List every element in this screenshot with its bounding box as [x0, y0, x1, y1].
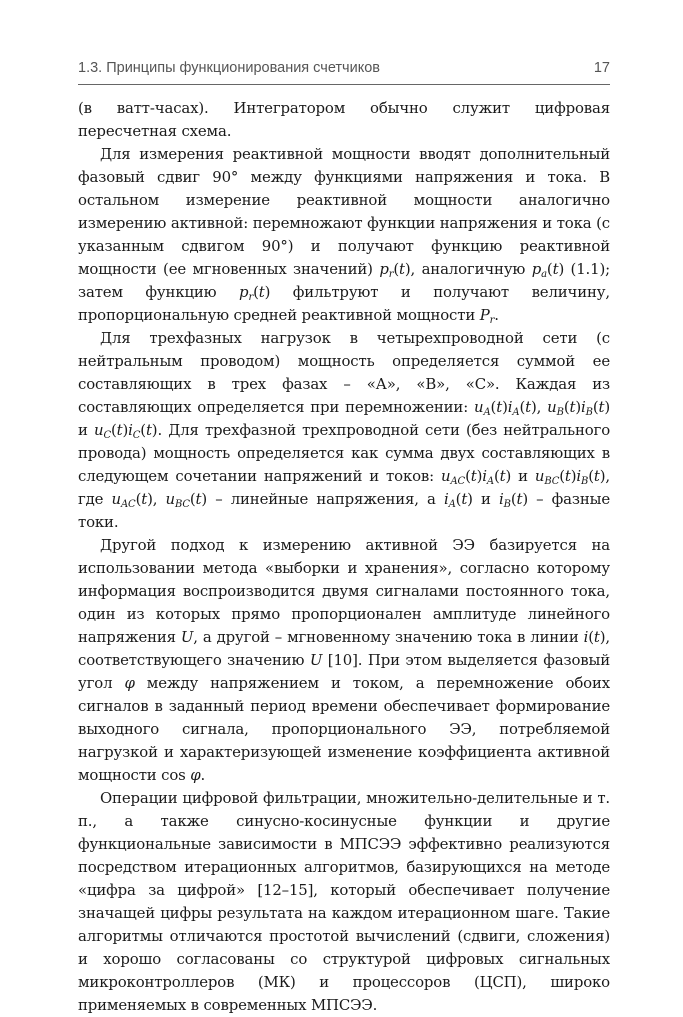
page-number: 17: [593, 60, 610, 76]
header-rule: [78, 84, 610, 85]
math-subscript: r: [388, 269, 394, 280]
paragraph: Для измерения реактивной мощности вводят дополнительный фазовый сдвиг 90° между функциями напряжения и тока. В остальном измерение реактивной мощности аналогично измерению активной: перемножают функции напряжения и тока (с указанным сдвигом 90°) и получают функцию реактивной мощности (ее мгновенных значений) $p_r(t)$, аналогичную $p_a(t)$ (1.1); затем функцию $p_r(t)$ фильтруют и получают величину, пропорциональную средней реактивной мощности $P_r$.: [78, 145, 610, 326]
math-symbol: i: [581, 398, 586, 416]
math-symbol: u: [441, 467, 451, 485]
math-symbol: p: [531, 260, 542, 278]
math-symbol: u: [534, 467, 545, 485]
math-symbol: t: [593, 467, 600, 485]
math-symbol: u: [111, 490, 121, 508]
math-symbol: p: [379, 260, 389, 278]
math-symbol: t: [141, 490, 148, 508]
math-symbol: t: [496, 398, 503, 416]
math-symbol: t: [569, 398, 576, 416]
math-symbol: t: [470, 467, 477, 485]
math-subscript: BC: [544, 476, 560, 487]
math-subscript: A: [483, 407, 491, 418]
paragraph: Для трехфазных нагрузок в четырехпроводной сети (с нейтральным проводом) мощность определяется суммой ее составляющих в трех фазах – «А», «В», «С». Каждая из составляющих определяется при перемножении: $u_A(t)i_A(t)$, $u_B(t)i_B(t)$ и $u_C(t)i_C(t)$. Для трехфазной трехпроводной сети (без нейтрального провода) мощность определяется как сумма двух составляющих в следующем сочетании напряжений и токов: $u_{AC}(t)i_A(t)$ и $u_{BC}(t)i_B(t)$, где $u_{AC}(t)$, $u_{BC}(t)$ – линейные напряжения, а $i_A(t)$ и $i_B(t)$ – фазные токи.: [78, 329, 611, 531]
math-symbol: u: [165, 490, 175, 508]
running-header: [78, 60, 610, 82]
math-symbol: u: [547, 398, 557, 416]
math-subscript: C: [132, 430, 141, 441]
math-symbol: t: [598, 398, 605, 416]
math-subscript: B: [503, 499, 511, 510]
math-symbol: i: [443, 490, 449, 508]
math-symbol: t: [593, 628, 600, 646]
math-symbol: t: [399, 260, 405, 278]
math-subscript: C: [103, 430, 111, 441]
math-symbol: t: [116, 421, 123, 439]
math-subscript: r: [248, 292, 254, 303]
section-title: 1.3. Принципы функционирования счетчиков: [78, 60, 380, 76]
math-symbol: u: [474, 398, 484, 416]
math-symbol: U: [180, 628, 194, 646]
math-symbol: p: [239, 283, 249, 301]
math-symbol: φ: [190, 766, 201, 784]
math-symbol: t: [195, 490, 202, 508]
page-body: [78, 97, 610, 1017]
math-subscript: A: [486, 476, 494, 487]
math-symbol: φ: [124, 674, 135, 692]
math-subscript: B: [585, 407, 593, 418]
math-symbol: i: [498, 490, 504, 508]
math-subscript: A: [448, 499, 456, 510]
math-symbol: t: [525, 398, 531, 416]
paragraph: (в ватт-часах). Интегратором обычно служит цифровая пересчетная схема.: [78, 99, 610, 140]
math-symbol: i: [128, 421, 133, 439]
math-symbol: t: [564, 467, 571, 485]
math-symbol: t: [461, 490, 468, 508]
math-symbol: i: [583, 628, 589, 646]
math-subscript: B: [556, 407, 564, 418]
math-symbol: t: [145, 421, 152, 439]
math-symbol: u: [93, 421, 104, 439]
math-symbol: i: [482, 467, 487, 485]
math-symbol: t: [258, 283, 265, 301]
math-subscript: A: [512, 407, 520, 418]
paragraph: Операции цифровой фильтрации, множительно-делительные и т. п., а также синусно-косинусные функции и другие функциональные зависимости в МПСЭЭ эффективно реализуются посредством итерационных алгоритмов, базирующихся на методе «цифра за цифрой» [12–15], который обеспечивает получение значащей цифры результата на каждом итерационном шаге. Такие алгоритмы отличаются простотой вычислений (сдвиги, сложения) и хорошо согласованы со структурой цифровых сигнальных микроконтроллеров (МК) и процессоров (ЦСП), широко применяемых в современных МПСЭЭ.: [78, 789, 610, 1014]
math-subscript: BC: [174, 499, 190, 510]
math-symbol: i: [507, 398, 513, 416]
math-subscript: B: [581, 476, 589, 487]
math-symbol: i: [576, 467, 582, 485]
math-symbol: P: [479, 306, 490, 324]
math-symbol: U: [309, 651, 323, 669]
math-subscript: r: [489, 315, 495, 326]
math-subscript: a: [541, 269, 547, 280]
paragraph: Другой подход к измерению активной ЭЭ базируется на использовании метода «выборки и хранения», согласно которому информация воспроизводится двумя сигналами постоянного тока, один из которых прямо пропорционален амплитуде линейного напряжения U, а другой – мгновенному значению тока в линии i(t), соответствующего значению U [10]. При этом выделяется фазовый угол φ между напряжением и током, а перемножение обоих сигналов в заданный период времени обеспечивает формирование выходного сигнала, пропорционального ЭЭ, потребляемой нагрузкой и характеризующей изменение коэффициента активной мощности cos φ.: [78, 536, 610, 784]
math-symbol: t: [516, 490, 523, 508]
math-symbol: t: [552, 260, 559, 278]
math-subscript: AC: [450, 476, 466, 487]
math-subscript: AC: [120, 499, 136, 510]
math-symbol: t: [499, 467, 506, 485]
